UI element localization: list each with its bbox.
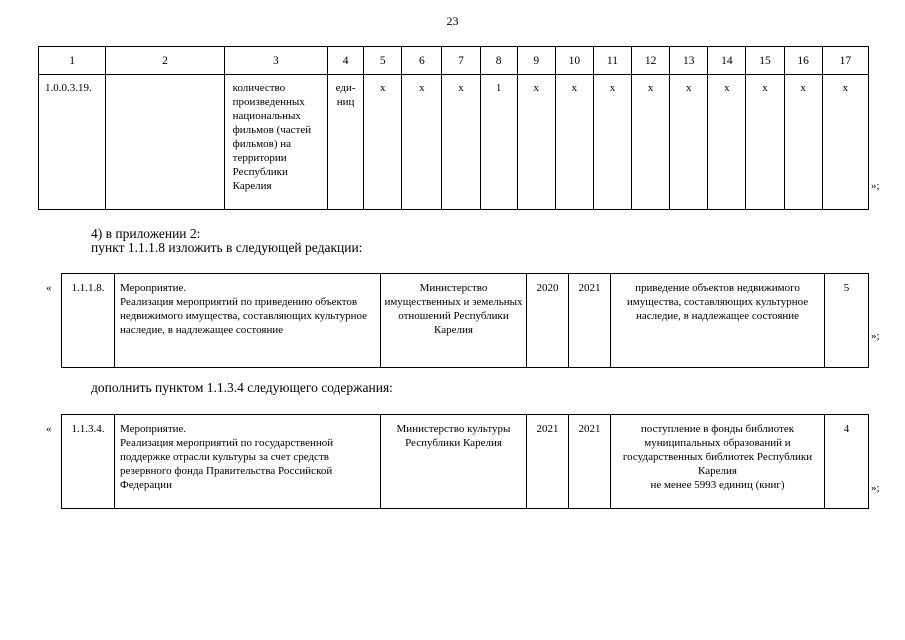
result-text: поступление в фонды библиотек муниципальных образований и государственных библиотек Республики Карелия: [622, 423, 813, 477]
header-cell: 3: [224, 47, 327, 75]
indicator-table: [38, 46, 869, 210]
year-end: 2021: [569, 415, 611, 509]
value-cell: x: [670, 75, 708, 210]
measure-body: Реализация мероприятий по государственной поддержке отрасли культуры за счет средств резервного фонда Правительства Российской Федерации: [120, 437, 334, 491]
expected-result: приведение объектов недвижимого имущества, составляющих культурное наследие, в надлежащее состояние: [611, 274, 825, 368]
indicator-number: 4: [825, 415, 869, 509]
page-number: 23: [446, 14, 459, 28]
table-row: [62, 274, 869, 368]
measure-body: Реализация мероприятий по приведению объектов недвижимого имущества, составляющих культурное наследие, в надлежащее состояние: [120, 296, 367, 336]
header-cell: 14: [708, 47, 746, 75]
expected-result: [611, 415, 825, 509]
opening-quote: «: [46, 282, 52, 294]
table-header-row: [39, 47, 869, 75]
value-cell: x: [555, 75, 593, 210]
closing-quote: »;: [871, 330, 880, 342]
value-cell: x: [593, 75, 631, 210]
value-cell: x: [517, 75, 555, 210]
header-cell: 16: [784, 47, 822, 75]
value-cell: x: [822, 75, 868, 210]
paragraph-item-edit: пункт 1.1.1.8 изложить в следующей редакции:: [91, 240, 363, 255]
header-cell: 1: [39, 47, 106, 75]
measure-table-1118: [61, 273, 869, 368]
measure-description: [115, 415, 381, 509]
value-cell: x: [746, 75, 784, 210]
paragraph-item-add: дополнить пунктом 1.1.3.4 следующего содержания:: [91, 380, 393, 395]
table-row: [62, 415, 869, 509]
result-quantity: не менее 5993 единиц (книг): [650, 479, 785, 491]
value-cell: x: [402, 75, 442, 210]
header-cell: 4: [328, 47, 364, 75]
responsible-ministry: Министерство имущественных и земельных отношений Республики Карелия: [381, 274, 527, 368]
measure-table-1134: [61, 414, 869, 509]
year-start: 2021: [527, 415, 569, 509]
header-cell: 9: [517, 47, 555, 75]
value-cell: x: [442, 75, 480, 210]
measure-title: Мероприятие.: [120, 282, 187, 294]
unit-cell: еди-ниц: [328, 75, 364, 210]
header-cell: 6: [402, 47, 442, 75]
header-cell: 12: [632, 47, 670, 75]
indicator-name: количество произведенных национальных фильмов (частей фильмов) на территории Республики Карелия: [224, 75, 327, 210]
paragraph-appendix: 4) в приложении 2:: [91, 226, 201, 241]
table-row: [39, 75, 869, 210]
header-cell: 11: [593, 47, 631, 75]
header-cell: 2: [106, 47, 224, 75]
item-code: 1.1.1.8.: [62, 274, 115, 368]
year-start: 2020: [527, 274, 569, 368]
header-cell: 17: [822, 47, 868, 75]
measure-description: [115, 274, 381, 368]
indicator-number: 5: [825, 274, 869, 368]
value-cell: x: [784, 75, 822, 210]
opening-quote: «: [46, 423, 52, 435]
year-end: 2021: [569, 274, 611, 368]
header-cell: 8: [480, 47, 517, 75]
value-cell: 1: [480, 75, 517, 210]
item-code: 1.1.3.4.: [62, 415, 115, 509]
row-code: 1.0.0.3.19.: [39, 75, 106, 210]
value-cell: x: [708, 75, 746, 210]
header-cell: 10: [555, 47, 593, 75]
value-cell: x: [632, 75, 670, 210]
measure-title: Мероприятие.: [120, 423, 187, 435]
value-cell: x: [364, 75, 402, 210]
closing-quote: »;: [871, 180, 880, 192]
header-cell: 5: [364, 47, 402, 75]
header-cell: 15: [746, 47, 784, 75]
header-cell: 7: [442, 47, 480, 75]
row-col2: [106, 75, 224, 210]
responsible-ministry: Министерство культуры Республики Карелия: [381, 415, 527, 509]
closing-quote: »;: [871, 482, 880, 494]
header-cell: 13: [670, 47, 708, 75]
